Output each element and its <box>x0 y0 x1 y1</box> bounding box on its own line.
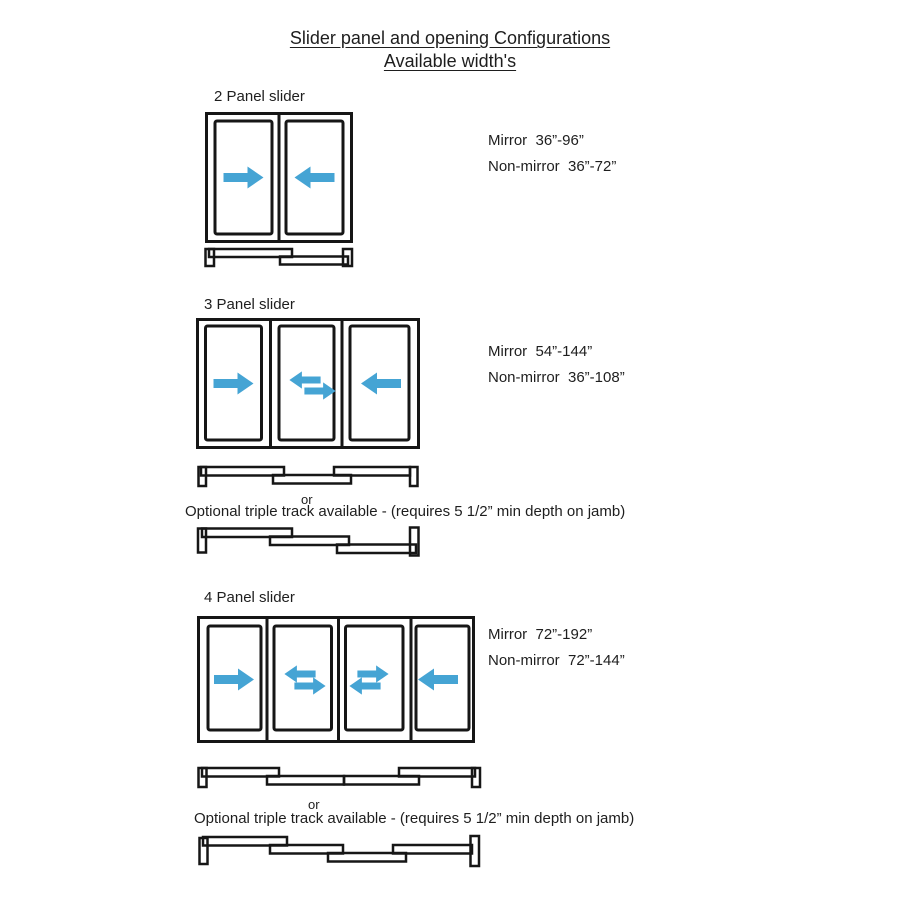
section-label-4-panel: 4 Panel slider <box>204 589 295 606</box>
triple-track-note-3-panel: Optional triple track available - (requires 5 1/2” min depth on jamb) <box>185 503 626 520</box>
3-panel-triple-track-plan <box>196 526 420 557</box>
2-panel-track-plan <box>204 247 354 269</box>
section-label-3-panel: 3 Panel slider <box>204 296 295 313</box>
or-label: or <box>308 797 320 812</box>
slide-right-arrow-icon <box>214 669 254 691</box>
spec-mirror-3-panel: Mirror 54”-144” <box>488 343 593 360</box>
page-subtitle: Available width's <box>383 51 517 71</box>
4-panel-triple-track-plan <box>197 834 483 867</box>
panel <box>346 626 404 730</box>
4-panel-window-diagram <box>197 616 475 743</box>
slide-right-arrow-icon <box>214 373 254 395</box>
track-bar <box>201 467 284 476</box>
section-label-2-panel: 2 Panel slider <box>214 88 305 105</box>
or-label: or <box>301 492 313 507</box>
slide-right-arrow-icon <box>224 167 264 189</box>
page-title: Slider panel and opening Configurations <box>289 28 611 48</box>
spec-non-mirror-2-panel: Non-mirror 36”-72” <box>488 158 617 175</box>
4-panel-double-track-plan <box>197 766 483 790</box>
spec-non-mirror-4-panel: Non-mirror 72”-144” <box>488 652 625 669</box>
slide-right-arrow-icon <box>294 677 325 694</box>
track-bar <box>280 257 348 265</box>
slide-left-arrow-icon <box>361 373 401 395</box>
slide-left-arrow-icon <box>418 669 458 691</box>
jamb <box>410 467 418 486</box>
spec-mirror-4-panel: Mirror 72”-192” <box>488 626 593 643</box>
spec-non-mirror-3-panel: Non-mirror 36”-108” <box>488 369 625 386</box>
panel <box>274 626 332 730</box>
slide-right-arrow-icon <box>304 382 335 399</box>
2-panel-window-diagram <box>205 112 353 243</box>
slide-right-arrow-icon <box>357 665 388 682</box>
slide-left-arrow-icon <box>289 371 320 388</box>
spec-mirror-2-panel: Mirror 36”-96” <box>488 132 584 149</box>
3-panel-window-diagram <box>196 318 420 449</box>
3-panel-double-track-plan <box>197 465 419 489</box>
slide-left-arrow-icon <box>284 665 315 682</box>
slide-left-arrow-icon <box>295 167 335 189</box>
triple-track-note-4-panel: Optional triple track available - (requires 5 1/2” min depth on jamb) <box>194 810 635 827</box>
slide-left-arrow-icon <box>349 677 380 694</box>
